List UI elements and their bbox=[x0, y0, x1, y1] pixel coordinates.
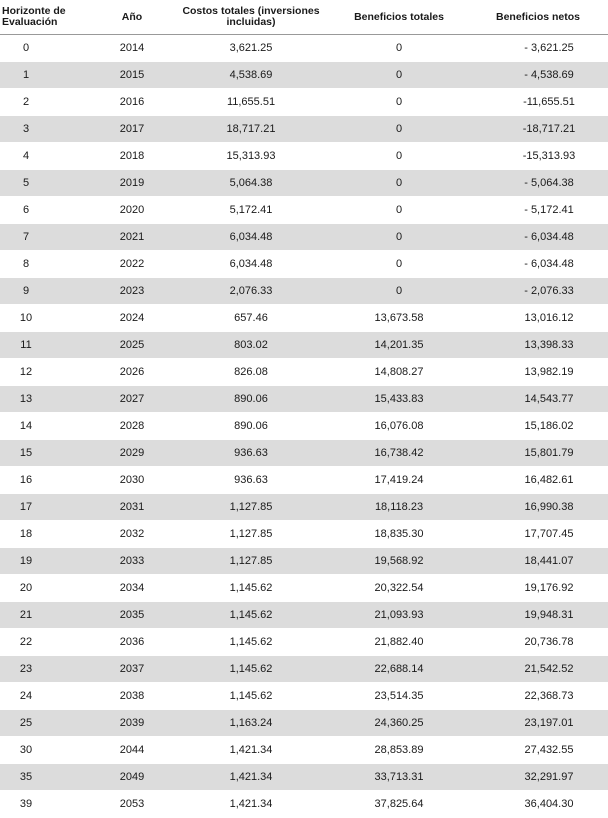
cell-anio: 2025 bbox=[92, 332, 172, 359]
cell-beneficios: 21,882.40 bbox=[330, 629, 468, 656]
cell-horizonte: 35 bbox=[0, 764, 92, 791]
cell-horizonte: 8 bbox=[0, 251, 92, 278]
cell-anio: 2036 bbox=[92, 629, 172, 656]
header-beneficios: Beneficios totales bbox=[330, 0, 468, 35]
cell-netos: - 5,172.41 bbox=[468, 197, 608, 224]
cell-netos: 18,441.07 bbox=[468, 548, 608, 575]
cell-beneficios: 14,808.27 bbox=[330, 359, 468, 386]
cell-costos: 5,064.38 bbox=[172, 170, 330, 197]
table-body bbox=[0, 35, 608, 818]
cell-costos: 936.63 bbox=[172, 440, 330, 467]
cell-netos: - 2,076.33 bbox=[468, 278, 608, 305]
cell-netos: 14,543.77 bbox=[468, 386, 608, 413]
cell-netos: 15,186.02 bbox=[468, 413, 608, 440]
cell-netos: 16,482.61 bbox=[468, 467, 608, 494]
cell-beneficios: 24,360.25 bbox=[330, 710, 468, 737]
cell-horizonte: 20 bbox=[0, 575, 92, 602]
cell-netos: - 4,538.69 bbox=[468, 62, 608, 89]
table-row bbox=[0, 224, 608, 251]
cell-costos: 1,145.62 bbox=[172, 575, 330, 602]
cell-horizonte: 21 bbox=[0, 602, 92, 629]
cell-horizonte: 39 bbox=[0, 791, 92, 818]
table-row bbox=[0, 440, 608, 467]
cell-anio: 2021 bbox=[92, 224, 172, 251]
cell-costos: 657.46 bbox=[172, 305, 330, 332]
cell-costos: 1,127.85 bbox=[172, 521, 330, 548]
cell-horizonte: 18 bbox=[0, 521, 92, 548]
cell-costos: 6,034.48 bbox=[172, 251, 330, 278]
table-row bbox=[0, 467, 608, 494]
cell-costos: 6,034.48 bbox=[172, 224, 330, 251]
cell-horizonte: 30 bbox=[0, 737, 92, 764]
cell-beneficios: 0 bbox=[330, 116, 468, 143]
cell-beneficios: 18,118.23 bbox=[330, 494, 468, 521]
table-row bbox=[0, 494, 608, 521]
table-row bbox=[0, 710, 608, 737]
cell-anio: 2033 bbox=[92, 548, 172, 575]
cell-horizonte: 15 bbox=[0, 440, 92, 467]
cell-beneficios: 0 bbox=[330, 197, 468, 224]
cell-anio: 2020 bbox=[92, 197, 172, 224]
table-row bbox=[0, 359, 608, 386]
cell-beneficios: 0 bbox=[330, 170, 468, 197]
cell-beneficios: 0 bbox=[330, 143, 468, 170]
cell-netos: -11,655.51 bbox=[468, 89, 608, 116]
table-row bbox=[0, 89, 608, 116]
cell-costos: 936.63 bbox=[172, 467, 330, 494]
cell-costos: 1,421.34 bbox=[172, 791, 330, 818]
table-row bbox=[0, 548, 608, 575]
cell-costos: 1,127.85 bbox=[172, 494, 330, 521]
cell-anio: 2044 bbox=[92, 737, 172, 764]
cell-beneficios: 33,713.31 bbox=[330, 764, 468, 791]
cell-horizonte: 0 bbox=[0, 35, 92, 62]
cell-costos: 11,655.51 bbox=[172, 89, 330, 116]
cell-costos: 18,717.21 bbox=[172, 116, 330, 143]
cell-anio: 2019 bbox=[92, 170, 172, 197]
cell-netos: 16,990.38 bbox=[468, 494, 608, 521]
cell-beneficios: 37,825.64 bbox=[330, 791, 468, 818]
cell-anio: 2031 bbox=[92, 494, 172, 521]
table-row bbox=[0, 521, 608, 548]
cell-horizonte: 4 bbox=[0, 143, 92, 170]
cell-costos: 803.02 bbox=[172, 332, 330, 359]
cell-anio: 2029 bbox=[92, 440, 172, 467]
table-row bbox=[0, 737, 608, 764]
table-row bbox=[0, 683, 608, 710]
cell-anio: 2026 bbox=[92, 359, 172, 386]
cell-costos: 1,127.85 bbox=[172, 548, 330, 575]
cell-horizonte: 16 bbox=[0, 467, 92, 494]
table-row bbox=[0, 332, 608, 359]
cell-beneficios: 0 bbox=[330, 224, 468, 251]
cell-netos: 20,736.78 bbox=[468, 629, 608, 656]
cell-beneficios: 0 bbox=[330, 62, 468, 89]
cell-beneficios: 0 bbox=[330, 251, 468, 278]
cell-beneficios: 0 bbox=[330, 89, 468, 116]
cell-beneficios: 21,093.93 bbox=[330, 602, 468, 629]
cell-beneficios: 14,201.35 bbox=[330, 332, 468, 359]
cell-horizonte: 19 bbox=[0, 548, 92, 575]
cell-beneficios: 0 bbox=[330, 278, 468, 305]
cell-anio: 2016 bbox=[92, 89, 172, 116]
cell-netos: 27,432.55 bbox=[468, 737, 608, 764]
cell-horizonte: 7 bbox=[0, 224, 92, 251]
cell-horizonte: 6 bbox=[0, 197, 92, 224]
cell-anio: 2024 bbox=[92, 305, 172, 332]
cell-horizonte: 3 bbox=[0, 116, 92, 143]
cell-beneficios: 18,835.30 bbox=[330, 521, 468, 548]
table-row bbox=[0, 386, 608, 413]
cell-netos: 17,707.45 bbox=[468, 521, 608, 548]
cell-anio: 2017 bbox=[92, 116, 172, 143]
cell-costos: 890.06 bbox=[172, 386, 330, 413]
cell-anio: 2015 bbox=[92, 62, 172, 89]
cell-beneficios: 16,738.42 bbox=[330, 440, 468, 467]
cell-horizonte: 2 bbox=[0, 89, 92, 116]
cell-netos: 13,398.33 bbox=[468, 332, 608, 359]
cell-costos: 5,172.41 bbox=[172, 197, 330, 224]
cell-horizonte: 24 bbox=[0, 683, 92, 710]
cell-horizonte: 1 bbox=[0, 62, 92, 89]
cell-anio: 2049 bbox=[92, 764, 172, 791]
table-row bbox=[0, 305, 608, 332]
cell-costos: 1,145.62 bbox=[172, 629, 330, 656]
cell-costos: 890.06 bbox=[172, 413, 330, 440]
cell-horizonte: 9 bbox=[0, 278, 92, 305]
table-row bbox=[0, 575, 608, 602]
cell-anio: 2039 bbox=[92, 710, 172, 737]
cell-costos: 1,145.62 bbox=[172, 656, 330, 683]
table-row bbox=[0, 764, 608, 791]
cell-netos: 32,291.97 bbox=[468, 764, 608, 791]
header-horizonte: Horizonte de Evaluación bbox=[0, 0, 92, 35]
table-row bbox=[0, 629, 608, 656]
table-row bbox=[0, 62, 608, 89]
cell-netos: - 6,034.48 bbox=[468, 251, 608, 278]
cell-anio: 2014 bbox=[92, 35, 172, 62]
cell-costos: 1,421.34 bbox=[172, 764, 330, 791]
table-row bbox=[0, 35, 608, 62]
cell-beneficios: 28,853.89 bbox=[330, 737, 468, 764]
cell-costos: 3,621.25 bbox=[172, 35, 330, 62]
cell-beneficios: 17,419.24 bbox=[330, 467, 468, 494]
cell-beneficios: 0 bbox=[330, 35, 468, 62]
cell-horizonte: 25 bbox=[0, 710, 92, 737]
cell-netos: 13,982.19 bbox=[468, 359, 608, 386]
header-row bbox=[0, 0, 608, 35]
cell-costos: 826.08 bbox=[172, 359, 330, 386]
cell-costos: 1,145.62 bbox=[172, 602, 330, 629]
cell-horizonte: 17 bbox=[0, 494, 92, 521]
cell-anio: 2028 bbox=[92, 413, 172, 440]
cell-beneficios: 22,688.14 bbox=[330, 656, 468, 683]
table-row bbox=[0, 143, 608, 170]
cell-costos: 4,538.69 bbox=[172, 62, 330, 89]
cell-netos: 22,368.73 bbox=[468, 683, 608, 710]
cell-anio: 2022 bbox=[92, 251, 172, 278]
table-row bbox=[0, 278, 608, 305]
cell-anio: 2038 bbox=[92, 683, 172, 710]
cell-netos: 36,404.30 bbox=[468, 791, 608, 818]
header-netos: Beneficios netos bbox=[468, 0, 608, 35]
cell-netos: - 5,064.38 bbox=[468, 170, 608, 197]
cell-horizonte: 5 bbox=[0, 170, 92, 197]
cell-anio: 2023 bbox=[92, 278, 172, 305]
cell-netos: -18,717.21 bbox=[468, 116, 608, 143]
cell-beneficios: 16,076.08 bbox=[330, 413, 468, 440]
cell-netos: 19,948.31 bbox=[468, 602, 608, 629]
cell-horizonte: 14 bbox=[0, 413, 92, 440]
cell-horizonte: 12 bbox=[0, 359, 92, 386]
cell-costos: 1,163.24 bbox=[172, 710, 330, 737]
cell-beneficios: 20,322.54 bbox=[330, 575, 468, 602]
cell-anio: 2018 bbox=[92, 143, 172, 170]
cell-costos: 1,421.34 bbox=[172, 737, 330, 764]
cell-beneficios: 13,673.58 bbox=[330, 305, 468, 332]
cell-anio: 2032 bbox=[92, 521, 172, 548]
table-row bbox=[0, 251, 608, 278]
cell-netos: - 6,034.48 bbox=[468, 224, 608, 251]
table-row bbox=[0, 413, 608, 440]
cell-netos: - 3,621.25 bbox=[468, 35, 608, 62]
cell-anio: 2030 bbox=[92, 467, 172, 494]
table-row bbox=[0, 170, 608, 197]
cell-netos: 21,542.52 bbox=[468, 656, 608, 683]
cell-netos: 23,197.01 bbox=[468, 710, 608, 737]
table-row bbox=[0, 791, 608, 818]
cell-anio: 2034 bbox=[92, 575, 172, 602]
table-row bbox=[0, 197, 608, 224]
cell-horizonte: 23 bbox=[0, 656, 92, 683]
cell-horizonte: 22 bbox=[0, 629, 92, 656]
cell-beneficios: 15,433.83 bbox=[330, 386, 468, 413]
cell-horizonte: 11 bbox=[0, 332, 92, 359]
table-row bbox=[0, 116, 608, 143]
cell-horizonte: 13 bbox=[0, 386, 92, 413]
cell-anio: 2037 bbox=[92, 656, 172, 683]
cell-costos: 1,145.62 bbox=[172, 683, 330, 710]
cell-netos: 19,176.92 bbox=[468, 575, 608, 602]
cell-beneficios: 19,568.92 bbox=[330, 548, 468, 575]
cell-netos: 13,016.12 bbox=[468, 305, 608, 332]
cell-costos: 2,076.33 bbox=[172, 278, 330, 305]
cell-netos: -15,313.93 bbox=[468, 143, 608, 170]
cell-horizonte: 10 bbox=[0, 305, 92, 332]
table-row bbox=[0, 656, 608, 683]
cell-anio: 2053 bbox=[92, 791, 172, 818]
header-costos: Costos totales (inversiones incluidas) bbox=[172, 0, 330, 35]
cell-netos: 15,801.79 bbox=[468, 440, 608, 467]
table-row bbox=[0, 602, 608, 629]
header-anio: Año bbox=[92, 0, 172, 35]
cell-beneficios: 23,514.35 bbox=[330, 683, 468, 710]
cell-anio: 2027 bbox=[92, 386, 172, 413]
table-header bbox=[0, 0, 608, 35]
cell-anio: 2035 bbox=[92, 602, 172, 629]
cell-costos: 15,313.93 bbox=[172, 143, 330, 170]
